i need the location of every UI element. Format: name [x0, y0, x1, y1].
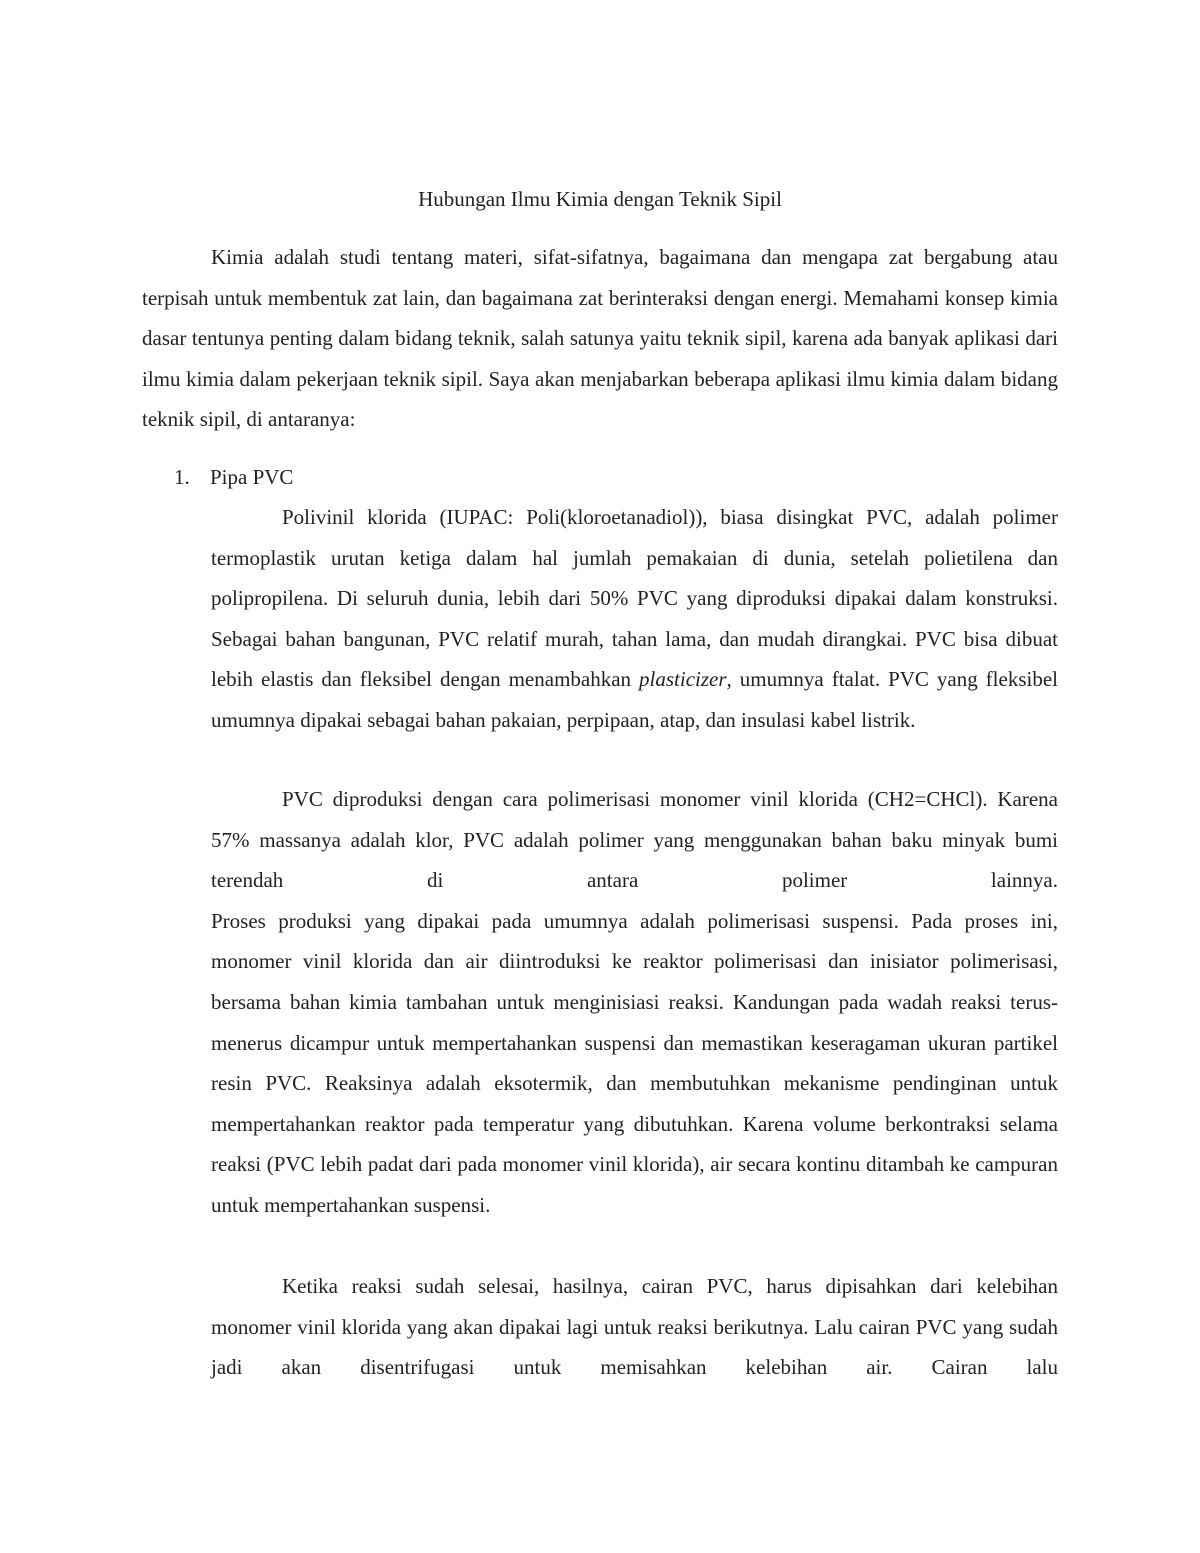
pvc-paragraph-1-italic: plasticizer: [639, 667, 727, 692]
pvc-paragraph-1: [211, 497, 1058, 741]
pvc-paragraph-1-text-a: Polivinil klorida (IUPAC: Poli(kloroetanadiol)), biasa disingkat PVC, adalah polimer termoplastik urutan ketiga dalam hal jumlah pemakaian di dunia, setelah polietilena dan polipropilena. Di seluruh dunia, lebih dari 50% PVC yang diproduksi dipakai dalam konstruksi. Sebagai bahan bangunan, PVC relatif murah, tahan lama, dan mudah dirangkai. PVC bisa dibuat lebih elastis dan fleksibel dengan menambahkan: [211, 505, 1058, 692]
pvc-paragraph-3: Ketika reaksi sudah selesai, hasilnya, cairan PVC, harus dipisahkan dari kelebihan monomer vinil klorida yang akan dipakai lagi untuk reaksi berikutnya. Lalu cairan PVC yang sudah jadi akan disentrifugasi untuk memisahkan kelebihan air. Cairan lalu: [211, 1274, 1058, 1380]
pvc-paragraph-2: [211, 779, 1058, 1226]
list-item-title: Pipa PVC: [210, 465, 294, 489]
intro-paragraph: Kimia adalah studi tentang materi, sifat-sifatnya, bagaimana dan mengapa zat bergabung atau terpisah untuk membentuk zat lain, dan bagaimana zat berinteraksi dengan energi. Memahami konsep kimia dasar tentunya penting dalam bidang teknik, salah satunya yaitu teknik sipil, karena ada banyak aplikasi dari ilmu kimia dalam pekerjaan teknik sipil. Saya akan menjabarkan beberapa aplikasi ilmu kimia dalam bidang teknik sipil, di antaranya:: [142, 245, 1058, 432]
list-item-number: 1.: [174, 465, 190, 489]
pvc-paragraph-2-body: Proses produksi yang dipakai pada umumnya adalah polimerisasi suspensi. Pada proses ini, monomer vinil klorida dan air diintroduksi ke reaktor polimerisasi dan inisiator polimerisasi, bersama bahan kimia tambahan untuk menginisiasi reaksi. Kandungan pada wadah reaksi terus-menerus dicampur untuk mempertahankan suspensi dan memastikan keseragaman ukuran partikel resin PVC. Reaksinya adalah eksotermik, dan membutuhkan mekanisme pendinginan untuk mempertahankan reaktor pada temperatur yang dibutuhkan. Karena volume berkontraksi selama reaksi (PVC lebih padat dari pada monomer vinil klorida), air secara kontinu ditambah ke campuran untuk mempertahankan suspensi.: [211, 908, 1058, 1217]
pvc-paragraph-1-text-b: , umumnya ftalat. PVC yang fleksibel umumnya dipakai sebagai bahan pakaian, perpipaan, atap, dan insulasi kabel listrik.: [211, 667, 1058, 732]
pvc-paragraph-2-lead: PVC diproduksi dengan cara polimerisasi monomer vinil klorida (CH2=CHCl). Karena 57% massanya adalah klor, PVC adalah polimer yang menggunakan bahan baku minyak bumi terendah di antara polimer lainnya.: [211, 787, 1058, 893]
list-item-heading: [174, 457, 293, 498]
document-title: Hubungan Ilmu Kimia dengan Teknik Sipil: [418, 187, 782, 211]
